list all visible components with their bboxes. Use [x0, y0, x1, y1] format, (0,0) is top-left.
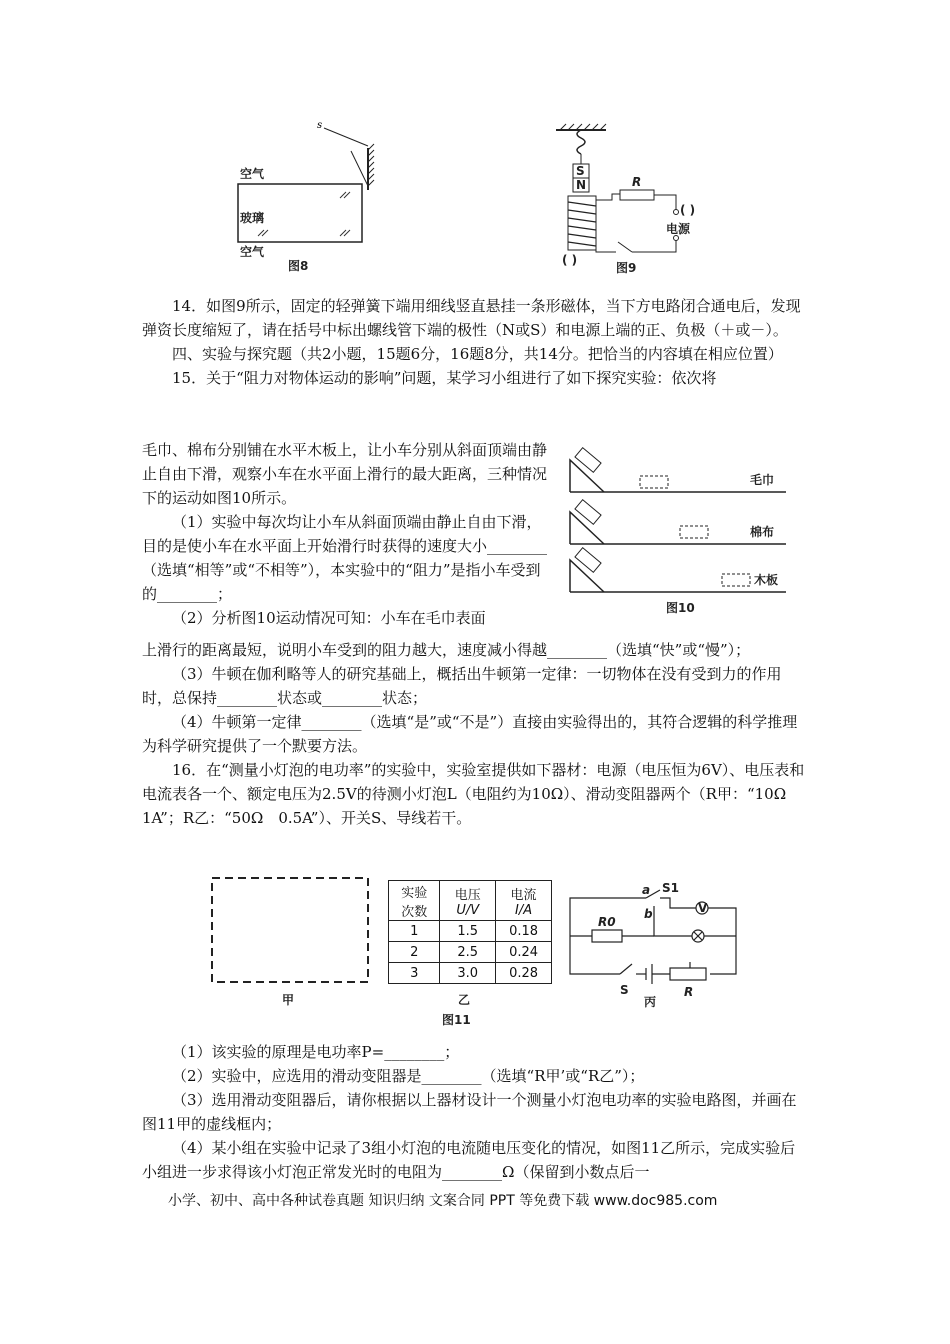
cell: 3.0 [440, 963, 496, 984]
power-label: 电源 [666, 222, 691, 236]
label-glass: 玻璃 [240, 211, 265, 225]
question-15-part-2b: 上滑行的距离最短，说明小车受到的阻力越大，速度减小得越________（选填“快”或“慢”）； [142, 641, 751, 659]
question-16-part-4: （4）某小组在实验中记录了3组小灯泡的电流随电压变化的情况，如图11乙所示，完成实验后小组进一步求得该小灯泡正常发光时的电阻为________Ω（保留到小数点后一 [142, 1139, 796, 1181]
switch-s: S [620, 983, 629, 997]
fig8-caption: 图8 [288, 259, 309, 273]
s-label: s [317, 120, 323, 131]
fig9-caption: 图9 [616, 261, 637, 275]
question-15-part-1: （1）实验中每次均让小车从斜面顶端由静止自由下滑，目的是使小车在水平面上开始滑行时获得的速度大小________（选填“相等”或“不相等”），本实验中的“阻力”是指小车受到的________； [142, 513, 548, 603]
section-4-heading: 四、实验与探究题（共2小题，15题6分，16题8分，共14分。把恰当的内容填在相应位置） [172, 345, 783, 363]
cell: 0.24 [496, 942, 552, 963]
rheostat-r: R [684, 985, 694, 999]
question-15-intro: 15．关于“阻力对物体运动的影响”问题，某学习小组进行了如下探究实验：依次将 [172, 369, 717, 387]
label-yi: 乙 [458, 993, 471, 1007]
header-voltage: 电压 [454, 887, 481, 903]
ramp-cotton [570, 500, 786, 544]
table-row [389, 921, 552, 942]
cell: 2.5 [440, 942, 496, 963]
label-air-top: 空气 [240, 167, 265, 181]
terminal-a: a [642, 883, 651, 897]
terminal-b: b [644, 907, 653, 921]
header-current-unit: I/A [514, 902, 533, 918]
cell: 1 [389, 921, 440, 942]
question-16-part-2: （2）实验中，应选用的滑动变阻器是________（选填“R甲’或“R乙”）； [172, 1067, 645, 1085]
label-jia: 甲 [282, 993, 295, 1007]
resistor-label: R [632, 175, 642, 189]
surface-cotton: 棉布 [750, 525, 775, 539]
figure-8 [228, 118, 388, 278]
label-bing: 丙 [644, 995, 657, 1009]
data-table [388, 880, 552, 984]
question-15-part-4: （4）牛顿第一定律________（选填“是”或“不是”）直接由实验得出的，其符合逻辑的科学推理为科学研究提供了一个默要方法。 [142, 713, 798, 755]
pole-n: N [576, 178, 587, 192]
figure-9 [552, 122, 732, 278]
question-16-part-1: （1）该实验的原理是电功率P=________； [172, 1043, 460, 1061]
question-15-cont [142, 638, 808, 830]
label-air-bottom: 空气 [240, 245, 265, 259]
question-16-part-3: （3）选用滑动变阻器后，请你根据以上器材设计一个测量小灯泡电功率的实验电路图，并画在图11甲的虚线框内； [142, 1091, 797, 1133]
cell: 3 [389, 963, 440, 984]
fig10-caption: 图10 [666, 601, 695, 615]
cell: 0.28 [496, 963, 552, 984]
figure-10 [566, 446, 798, 618]
question-15-part-2a: （2）分析图10运动情况可知：小车在毛巾表面 [172, 609, 486, 627]
question-15-intro-cont: 毛巾、棉布分别铺在水平木板上，让小车分别从斜面顶端由静止自由下滑，观察小车在水平面上滑行的最大距离，三种情况下的运动如图10所示。 [142, 441, 548, 507]
header-trial-2: 次数 [401, 904, 428, 920]
question-15-part-3: （3）牛顿在伽利略等人的研究基础上，概括出牛顿第一定律：一切物体在没有受到力的作用时，总保持________状态或________状态； [142, 665, 782, 707]
fig11-caption: 图11 [442, 1013, 471, 1027]
table-row [389, 942, 552, 963]
surface-towel: 毛巾 [750, 473, 775, 487]
question-16-parts [142, 1040, 808, 1184]
question-14: 14．如图9所示，固定的轻弹簧下端用细线竖直悬挂一条形磁体，当下方电路闭合通电后，发现弹资长度缩短了，请在括号中标出螺线管下端的极性（N或S）和电源上端的正、负极（＋或－）。 [142, 297, 801, 339]
resistor-r0: R0 [598, 915, 616, 929]
switch-s1: S1 [662, 881, 679, 895]
surface-wood: 木板 [754, 573, 779, 587]
ramp-towel [570, 448, 786, 492]
pole-s: S [576, 164, 585, 178]
circuit-bing [570, 890, 736, 984]
cell: 1.5 [440, 921, 496, 942]
header-current: 电流 [510, 887, 537, 903]
question-16: 16．在“测量小灯泡的电功率”的实验中，实验室提供如下器材：电源（电压恒为6V）、电压表和电流表各一个、额定电压为2.5V的待测小灯泡L（电阻约为10Ω）、滑动变阻器两个（R甲：“10Ω 1A”；R乙：“50Ω 0.5A”）、开关S、导线若干。 [142, 761, 805, 827]
header-voltage-unit: U/V [456, 902, 480, 918]
question-15-left [142, 438, 550, 630]
voltmeter-v: V [698, 901, 708, 915]
page-footer: 小学、初中、高中各种试卷真题 知识归纳 文案合同 PPT 等免费下载 www.doc985.com [168, 1193, 718, 1209]
cell: 0.18 [496, 921, 552, 942]
header-trial: 实验 [401, 885, 428, 901]
coil-bracket: ( ) [562, 253, 578, 267]
cell: 2 [389, 942, 440, 963]
ramp-wood [570, 548, 786, 592]
table-row [389, 963, 552, 984]
power-bracket: ( ) [680, 203, 696, 217]
question-14-block [142, 294, 808, 390]
